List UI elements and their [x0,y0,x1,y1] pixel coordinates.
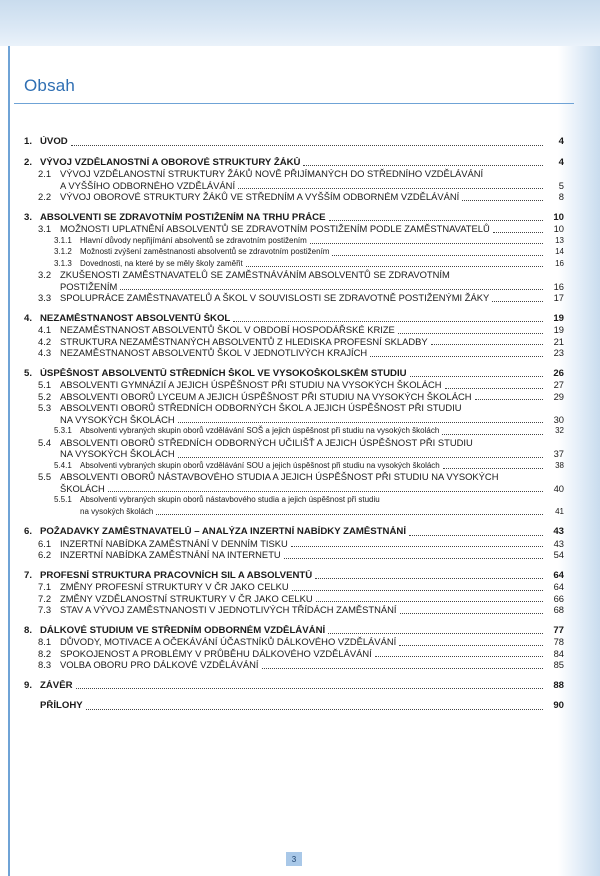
toc-entry-page: 16 [555,258,564,268]
toc-entry-title: NEZAMĚSTNANOST ABSOLVENTŮ ŠKOL V OBDOBÍ HOSPODÁŘSKÉ KRIZE [60,324,395,335]
toc-entry-page: 88 [553,679,564,691]
toc-dot-leader [108,490,543,492]
toc-entry-title: ABSOLVENTI OBORŮ NÁSTAVBOVÉHO STUDIA A JEJICH ÚSPĚŠNOST PŘI STUDIU NA VYSOKÝCH [60,471,499,482]
toc-entry-page: 54 [553,549,564,560]
toc-entry-number: 3.1.1 [54,235,72,245]
toc-entry-section[interactable] [24,680,564,692]
toc-entry-number: 2.1 [38,168,52,179]
toc-entry-number: 8. [24,624,33,636]
table-of-contents [24,127,564,712]
toc-entry-title: A VYŠŠÍHO ODBORNÉHO VZDĚLÁVÁNÍ [60,179,236,191]
toc-entry-title: STRUKTURA NEZAMĚSTNANÝCH ABSOLVENTŮ Z HLEDISKA PROFESNÍ SKLADBY [60,335,428,347]
toc-entry-number: 5.2 [38,390,52,402]
toc-entry-number: 3.3 [38,292,52,303]
toc-entry-page: 19 [553,312,564,324]
toc-dot-leader [409,534,543,536]
toc-entry-subsub[interactable] [24,425,564,437]
toc-dot-leader [375,655,543,657]
toc-entry-page: 16 [553,280,564,292]
toc-entry-number: 1. [24,136,33,147]
toc-entry-title: DÁLKOVÉ STUDIUM VE STŘEDNÍM ODBORNÉM VZDĚLÁVÁNÍ [40,624,326,636]
toc-entry-number: 7.2 [38,592,52,604]
toc-entry-number: 5.5 [38,471,52,482]
toc-entry-number: 5.5.1 [54,495,72,504]
toc-entry-sub[interactable] [24,168,564,180]
toc-entry-subsub[interactable] [24,494,564,506]
toc-entry-section[interactable] [24,157,564,169]
toc-entry-title: POSTIŽENÍM [60,280,118,292]
toc-entry-section[interactable] [24,313,564,325]
toc-entry-title: Absolventi vybraných skupin oborů nástavbového studia a jejich úspěšnost při studiu [80,495,380,504]
toc-entry-number: 6.1 [38,537,52,549]
page-title: Obsah [24,76,76,95]
toc-entry-page: 29 [553,390,564,402]
toc-entry-sub[interactable] [24,549,564,561]
toc-dot-leader [493,231,543,233]
toc-dot-leader [501,480,543,481]
toc-entry-page: 85 [553,659,564,670]
toc-entry-page: 4 [558,136,564,147]
toc-dot-leader [178,456,543,458]
toc-entry-page: 30 [553,413,564,425]
toc-entry-sub[interactable] [24,347,564,359]
toc-entry-page: 68 [553,604,564,615]
toc-spacer [24,304,564,313]
toc-entry-sub[interactable] [24,223,564,235]
toc-entry-number: 5.3 [38,402,52,413]
toc-entry-subsub[interactable] [24,506,564,518]
toc-entry-page: 32 [555,426,564,435]
toc-entry-title: MOŽNOSTI UPLATNĚNÍ ABSOLVENTŮ SE ZDRAVOTNÍM POSTIŽENÍM PODLE ZAMĚSTNAVATELŮ [60,223,490,234]
toc-entry-page: 27 [553,379,564,390]
toc-dot-leader [453,278,543,279]
toc-entry-sub[interactable] [24,281,564,293]
toc-entry-page: 43 [553,526,564,537]
toc-entry-sub[interactable] [24,483,564,495]
toc-entry-section[interactable] [24,368,564,380]
toc-entry-number: 9. [24,679,33,691]
toc-entry-title: ÚSPĚŠNOST ABSOLVENTŮ STŘEDNÍCH ŠKOL VE VYSOKOŠKOLSKÉM STUDIU [40,367,407,379]
toc-entry-sub[interactable] [24,391,564,403]
toc-entry-page: 5 [558,179,564,191]
toc-entry-number: 5.4.1 [54,460,72,470]
toc-dot-leader [492,300,543,302]
toc-entry-sub[interactable] [24,648,564,660]
toc-entry-section[interactable] [24,136,564,148]
toc-entry-number: 5.1 [38,379,52,390]
toc-spacer [24,616,564,625]
toc-dot-leader [315,577,543,579]
toc-entry-number: 8.2 [38,647,52,659]
toc-entry-page: 21 [553,335,564,347]
toc-entry-page: 26 [553,367,564,379]
toc-dot-leader [292,589,543,591]
toc-dot-leader [443,467,543,469]
toc-dot-leader [400,612,543,614]
toc-dot-leader [291,545,543,547]
toc-entry-sub[interactable] [24,604,564,616]
toc-entry-number: 3.1.3 [54,258,72,268]
toc-dot-leader [332,254,543,256]
toc-entry-sub[interactable] [24,414,564,426]
toc-entry-title: VÝVOJ VZDĚLANOSTNÍ A OBOROVÉ STRUKTURY ŽÁKŮ [40,156,301,168]
toc-dot-leader [476,445,543,446]
toc-entry-page: 10 [553,223,564,234]
toc-entry-number: 3.1.2 [54,247,72,256]
toc-dot-leader [178,421,543,423]
toc-entry-sub[interactable] [24,402,564,414]
toc-entry-page: 64 [553,581,564,592]
toc-entry-page: 10 [553,211,564,223]
right-edge-band [558,46,600,876]
toc-entry-page: 43 [553,537,564,549]
toc-entry-page: 4 [558,156,564,168]
toc-entry-sub[interactable] [24,336,564,348]
toc-entry-page: 64 [553,569,564,581]
toc-entry-sub[interactable] [24,538,564,550]
toc-entry-page: 66 [553,592,564,604]
toc-entry-number: 5. [24,367,33,379]
toc-dot-leader [475,398,543,400]
toc-dot-leader [410,375,543,377]
toc-dot-leader [383,503,543,504]
left-frame-line [8,46,10,876]
toc-entry-number: 6. [24,526,33,537]
toc-entry-title: Absolventi vybraných skupin oborů vzdělávání SOŠ a jejich úspěšnost při studiu na vysokých školách [80,426,440,435]
toc-entry-number: 5.3.1 [54,426,72,435]
toc-entry-sub[interactable] [24,269,564,281]
toc-dot-leader [86,708,543,710]
toc-entry-page: 23 [553,347,564,358]
toc-entry-sub[interactable] [24,379,564,391]
toc-entry-page: 19 [553,324,564,335]
toc-entry-number: 4.1 [38,324,52,335]
toc-entry-title: SPOKOJENOST A PROBLÉMY V PRŮBĚHU DÁLKOVÉHO VZDĚLÁVÁNÍ [60,647,372,659]
toc-dot-leader [303,164,543,166]
toc-entry-sub[interactable] [24,636,564,648]
toc-entry-title: ŠKOLÁCH [60,482,105,494]
toc-entry-page: 38 [555,460,564,470]
toc-dot-leader [238,187,543,189]
toc-entry-sub[interactable] [24,448,564,460]
toc-entry-title: INZERTNÍ NABÍDKA ZAMĚSTNÁNÍ V DENNÍM TISKU [60,537,288,549]
toc-entry-title: POŽADAVKY ZAMĚSTNAVATELŮ – ANALÝZA INZERTNÍ NABÍDKY ZAMĚSTNÁNÍ [40,526,406,537]
toc-entry-title: VÝVOJ OBOROVÉ STRUKTURY ŽÁKŮ VE STŘEDNÍM A VYŠŠÍM ODBORNÉM VZDĚLÁVÁNÍ [60,191,460,202]
toc-entry-number: 8.1 [38,636,52,647]
toc-dot-leader [462,199,543,201]
toc-entry-number: 7.3 [38,604,52,615]
toc-entry-sub[interactable] [24,191,564,203]
toc-entry-page: 41 [555,506,564,516]
toc-entry-number: 3.1 [38,223,52,234]
toc-dot-leader [156,513,543,515]
toc-entry-title: ABSOLVENTI OBORŮ STŘEDNÍCH ODBORNÝCH ŠKOL A JEJICH ÚSPĚŠNOST PŘI STUDIU [60,402,462,413]
toc-dot-leader [445,387,543,389]
toc-dot-leader [120,288,543,290]
toc-dot-leader [399,644,543,646]
toc-entry-title: na vysokých školách [80,506,154,516]
toc-spacer [24,127,564,136]
toc-entry-section[interactable] [24,625,564,637]
page-number: 3 [286,852,302,866]
toc-entry-title: PŘÍLOHY [40,700,83,711]
toc-entry-title: ZÁVĚR [40,679,73,691]
toc-dot-leader [316,600,543,602]
toc-entry-sub[interactable] [24,292,564,304]
toc-entry-page: 17 [553,292,564,303]
toc-entry-title: VÝVOJ VZDĚLANOSTNÍ STRUKTURY ŽÁKŮ NOVĚ PŘIJÍMANÝCH DO STŘEDNÍHO VZDĚLÁVÁNÍ [60,168,484,179]
toc-entry-section[interactable] [24,700,564,712]
toc-entry-number: 3. [24,211,33,223]
toc-entry-title: Hlavní důvody nepřijímání absolventů se zdravotním postižením [80,235,307,245]
toc-entry-page: 40 [553,482,564,494]
toc-entry-number: 2.2 [38,191,52,202]
toc-entry-title: ABSOLVENTI SE ZDRAVOTNÍM POSTIŽENÍM NA TRHU PRÁCE [40,211,326,223]
toc-spacer [24,561,564,570]
toc-entry-title: NA VYSOKÝCH ŠKOLÁCH [60,413,175,425]
toc-spacer [24,517,564,526]
toc-dot-leader [262,667,544,669]
toc-entry-title: NEZAMĚSTNANOST ABSOLVENTŮ ŠKOL [40,312,231,324]
toc-entry-subsub[interactable] [24,235,564,247]
toc-entry-subsub[interactable] [24,246,564,258]
toc-entry-title: ÚVOD [40,136,68,147]
toc-dot-leader [310,242,543,244]
toc-dot-leader [246,265,543,267]
toc-entry-page: 14 [555,247,564,256]
toc-entry-number: 6.2 [38,549,52,560]
toc-entry-page: 84 [553,647,564,659]
toc-entry-sub[interactable] [24,659,564,671]
toc-entry-title: Dovednosti, na které by se měly školy zaměřit [80,258,243,268]
toc-entry-number: 5.4 [38,436,52,448]
toc-entry-page: 90 [553,700,564,711]
toc-dot-leader [76,687,543,689]
toc-entry-number: 3.2 [38,269,52,280]
toc-entry-section[interactable] [24,212,564,224]
toc-entry-title: ABSOLVENTI GYMNÁZIÍ A JEJICH ÚSPĚŠNOST PŘI STUDIU NA VYSOKÝCH ŠKOLÁCH [60,379,442,390]
toc-entry-number: 8.3 [38,659,52,670]
toc-spacer [24,691,564,700]
toc-entry-number: 7.1 [38,581,52,592]
toc-dot-leader [329,219,543,221]
toc-entry-title: ZMĚNY PROFESNÍ STRUKTURY V ČR JAKO CELKU [60,581,289,592]
toc-entry-title: ABSOLVENTI OBORŮ STŘEDNÍCH ODBORNÝCH UČILIŠŤ A JEJICH ÚSPĚŠNOST PŘI STUDIU [60,436,473,448]
title-divider [14,103,574,104]
toc-dot-leader [370,355,543,357]
toc-dot-leader [284,557,543,559]
toc-entry-sub[interactable] [24,593,564,605]
toc-dot-leader [398,332,543,334]
toc-entry-subsub[interactable] [24,258,564,270]
toc-entry-sub[interactable] [24,437,564,449]
toc-entry-number: 4. [24,312,33,324]
toc-entry-title: ZMĚNY VZDĚLANOSTNÍ STRUKTURY V ČR JAKO CELKU [60,592,313,604]
toc-entry-title: PROFESNÍ STRUKTURA PRACOVNÍCH SIL A ABSOLVENTŮ [40,569,313,581]
toc-dot-leader [464,411,543,412]
toc-entry-sub[interactable] [24,581,564,593]
toc-entry-section[interactable] [24,570,564,582]
toc-dot-leader [486,177,543,178]
toc-entry-title: STAV A VÝVOJ ZAMĚSTNANOSTI V JEDNOTLIVÝCH TŘÍDÁCH ZAMĚSTNÁNÍ [60,604,397,615]
toc-entry-title: SPOLUPRÁCE ZAMĚSTNAVATELŮ A ŠKOL V SOUVISLOSTI SE ZDRAVOTNĚ POSTIŽENÝMI ŽÁKY [60,292,490,303]
toc-entry-title: VOLBA OBORU PRO DÁLKOVÉ VZDĚLÁVÁNÍ [60,659,259,670]
toc-entry-subsub[interactable] [24,460,564,472]
toc-entry-sub[interactable] [24,471,564,483]
toc-dot-leader [233,320,543,322]
toc-entry-title: INZERTNÍ NABÍDKA ZAMĚSTNÁNÍ NA INTERNETU [60,549,281,560]
toc-entry-page: 77 [553,624,564,636]
toc-entry-title: Možnosti zvýšení zaměstnanosti absolventů se zdravotním postižením [80,247,330,256]
toc-entry-number: 2. [24,156,33,168]
toc-entry-page: 13 [555,235,564,245]
toc-entry-title: NA VYSOKÝCH ŠKOLÁCH [60,448,175,459]
toc-entry-title: DŮVODY, MOTIVACE A OČEKÁVÁNÍ ÚČASTNÍKŮ DÁLKOVÉHO VZDĚLÁVÁNÍ [60,636,397,647]
toc-entry-number: 7. [24,569,33,581]
toc-entry-title: ZKUŠENOSTI ZAMĚSTNAVATELŮ SE ZAMĚSTNÁVÁNÍM ABSOLVENTŮ SE ZDRAVOTNÍM [60,269,450,280]
toc-dot-leader [442,433,543,435]
toc-entry-title: Absolventi vybraných skupin oborů vzdělávání SOU a jejich úspěšnost při studiu na vysokých školách [80,460,440,470]
toc-entry-page: 37 [553,448,564,459]
toc-spacer [24,203,564,212]
toc-entry-number: 4.3 [38,347,52,358]
toc-spacer [24,671,564,680]
header-band [0,0,600,46]
toc-spacer [24,359,564,368]
toc-entry-sub[interactable] [24,324,564,336]
toc-entry-section[interactable] [24,526,564,538]
toc-dot-leader [431,343,543,345]
toc-spacer [24,148,564,157]
toc-entry-sub[interactable] [24,180,564,192]
toc-entry-page: 8 [558,191,564,202]
toc-entry-title: NEZAMĚSTNANOST ABSOLVENTŮ ŠKOL V JEDNOTLIVÝCH KRAJÍCH [60,347,368,358]
toc-entry-title: ABSOLVENTI OBORŮ LYCEUM A JEJICH ÚSPĚŠNOST PŘI STUDIU NA VYSOKÝCH ŠKOLÁCH [60,390,472,402]
toc-dot-leader [328,632,543,634]
toc-dot-leader [71,144,543,146]
toc-entry-page: 78 [553,636,564,647]
toc-entry-number: 4.2 [38,335,52,347]
